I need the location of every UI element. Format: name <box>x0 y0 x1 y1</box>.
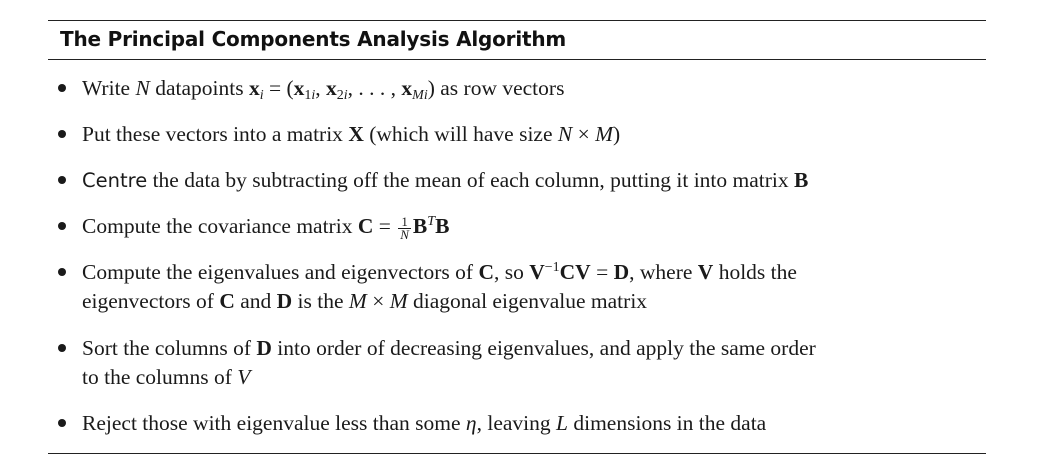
bullet-icon <box>58 84 66 92</box>
step-3: Centre the data by subtracting off the mean of each column, putting it into matrix B <box>82 168 809 192</box>
bullet-icon <box>58 344 66 352</box>
step-7: Reject those with eigenvalue less than some η, leaving L dimensions in the data <box>82 411 767 435</box>
algorithm-title: The Principal Components Analysis Algorithm <box>60 27 567 51</box>
step-2: Put these vectors into a matrix X (which will have size N × M) <box>82 122 621 146</box>
bottom-rule <box>48 453 986 454</box>
bullet-icon <box>58 268 66 276</box>
step-5: Compute the eigenvalues and eigenvectors of C, so $V^{-1}CV = D$, where V holds the eigenvectors of C and D is the M × M diagonal eigenvalue matrix <box>82 260 797 313</box>
bullet-icon <box>58 130 66 138</box>
step-4: Compute the covariance matrix C = $\frac{1}{N}$ $B^TB$ <box>82 213 450 242</box>
bullet-icon <box>58 176 66 184</box>
step-6: Sort the columns of D into order of decreasing eigenvalues, and apply the same order to the columns of V <box>82 336 816 389</box>
bullet-icon <box>58 419 66 427</box>
bullet-icon <box>58 222 66 230</box>
step-1: Write N datapoints $x_i = (x_{1i}$, $x_{2i}$, . . . , $x_{Mi}$) as row vectors <box>82 76 565 103</box>
